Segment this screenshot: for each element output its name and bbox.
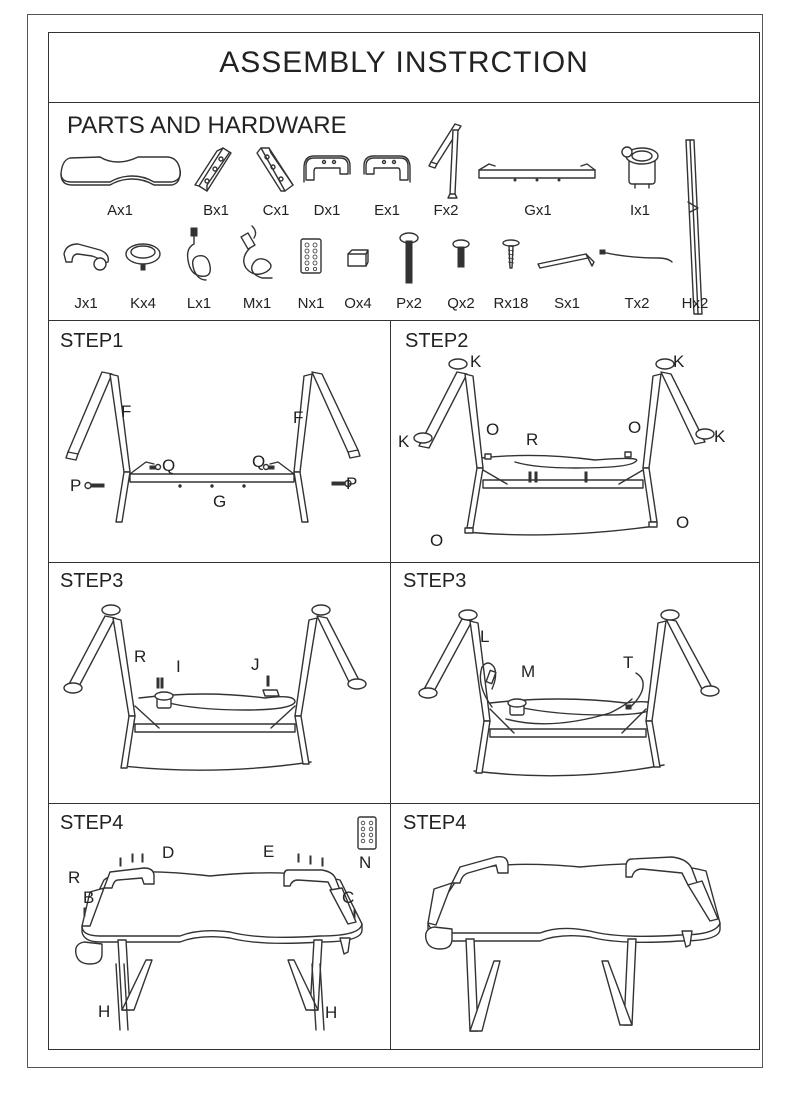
- step2-callout-o-lower-left: O: [430, 531, 444, 550]
- part-label-m: Mx1: [242, 295, 272, 312]
- leg-frame-icon: [425, 120, 470, 200]
- short-bolt-icon: [450, 238, 472, 274]
- part-label-h: Hx2: [681, 295, 709, 312]
- desktop-panel-icon: [58, 150, 183, 195]
- part-label-r: Rx18: [493, 295, 529, 312]
- step4-callout-n: N: [359, 853, 372, 872]
- part-label-k: Kx4: [130, 295, 156, 312]
- led-cable-icon: [180, 226, 220, 286]
- step3-right-callout-t: T: [623, 653, 634, 672]
- cable-tie-icon: [598, 248, 676, 268]
- step4-callout-h-right: H: [325, 1003, 338, 1022]
- step4-callout-d: D: [162, 843, 175, 862]
- part-label-q: Qx2: [447, 295, 475, 312]
- part-label-j: Jx1: [74, 295, 98, 312]
- step3-right-desk-drawing: [410, 605, 755, 800]
- step1-callout-q-right: Q: [252, 452, 266, 471]
- step2-callout-o-upper-left: O: [486, 420, 500, 439]
- part-label-p: Px2: [396, 295, 422, 312]
- step1-callout-p-left: P: [70, 476, 82, 495]
- step2-callout-o-lower-right: O: [676, 513, 690, 532]
- part-label-l: Lx1: [186, 295, 212, 312]
- part-label-g: Gx1: [524, 202, 552, 219]
- step2-desk-drawing: [395, 350, 755, 555]
- step4-right-title: STEP4: [403, 812, 467, 834]
- step4-callout-b: B: [83, 888, 95, 907]
- bracket-c-icon: [253, 145, 298, 195]
- long-rail-icon: [680, 138, 708, 318]
- step3-right-callout-m: M: [521, 662, 536, 681]
- part-label-n: Nx1: [297, 295, 325, 312]
- part-label-s: Sx1: [554, 295, 580, 312]
- foot-pad-icon: [344, 248, 370, 272]
- step1-title: STEP1: [60, 330, 124, 352]
- step4-callout-r: R: [68, 868, 81, 887]
- step4-callout-e: E: [263, 842, 275, 861]
- part-label-f: Fx2: [433, 202, 459, 219]
- part-label-i: Ix1: [629, 202, 650, 219]
- allen-key-icon: [536, 248, 598, 272]
- part-label-o: Ox4: [344, 295, 372, 312]
- step1-callout-p-right: P: [346, 474, 358, 493]
- step1-frame-drawing: [50, 362, 385, 557]
- parts-divider: [48, 320, 760, 321]
- step2-callout-o-upper-right: O: [628, 418, 642, 437]
- step2-title: STEP2: [405, 330, 469, 352]
- corner-bracket-d-icon: [300, 152, 355, 187]
- part-label-c: Cx1: [262, 202, 290, 219]
- step3-left-callout-i: I: [176, 657, 181, 676]
- page-title: ASSEMBLY INSTRCTION: [219, 46, 589, 79]
- step2-callout-k-right: K: [714, 427, 726, 446]
- step2-callout-k-top-left: K: [470, 352, 482, 371]
- step3-left-title: STEP3: [60, 570, 124, 592]
- controller-cable-icon: [236, 222, 281, 282]
- headphone-hook-icon: [60, 240, 115, 275]
- corner-bracket-e-icon: [360, 152, 415, 187]
- step1-callout-g: G: [213, 492, 227, 511]
- row2-divider: [48, 803, 760, 804]
- title-divider: [48, 102, 760, 103]
- crossbar-icon: [475, 158, 600, 188]
- bracket-b-icon: [193, 145, 238, 195]
- cup-holder-icon: [617, 142, 667, 192]
- part-label-e: Ex1: [374, 202, 400, 219]
- long-bolt-icon: [396, 230, 422, 286]
- step3-left-desk-drawing: [55, 598, 385, 798]
- row1-divider: [48, 562, 760, 563]
- screw-icon: [500, 238, 522, 274]
- step2-callout-k-left: K: [398, 432, 410, 451]
- step1-callout-q-left: Q: [162, 456, 176, 475]
- step3-left-callout-r: R: [134, 647, 147, 666]
- part-label-a: Ax1: [107, 202, 133, 219]
- step3-right-title: STEP3: [403, 570, 467, 592]
- part-label-t: Tx2: [624, 295, 650, 312]
- step4-callout-c: C: [342, 888, 355, 907]
- step1-callout-f-right: F: [293, 408, 304, 427]
- column-divider: [390, 320, 391, 1050]
- step4-right-finished-desk-drawing: [410, 845, 755, 1045]
- step2-callout-k-top-right: K: [673, 352, 685, 371]
- step4-left-title: STEP4: [60, 812, 124, 834]
- step1-callout-f-left: F: [121, 402, 132, 421]
- step3-left-callout-j: J: [251, 655, 260, 674]
- step2-callout-r: R: [526, 430, 539, 449]
- step4-callout-h-left: H: [98, 1002, 111, 1021]
- leveling-foot-icon: [122, 238, 164, 274]
- step4-remote-icon: [356, 815, 378, 851]
- step3-right-callout-l: L: [480, 627, 490, 646]
- remote-control-icon: [298, 236, 324, 276]
- parts-heading: PARTS AND HARDWARE: [67, 112, 347, 139]
- part-label-d: Dx1: [313, 202, 341, 219]
- part-label-b: Bx1: [203, 202, 229, 219]
